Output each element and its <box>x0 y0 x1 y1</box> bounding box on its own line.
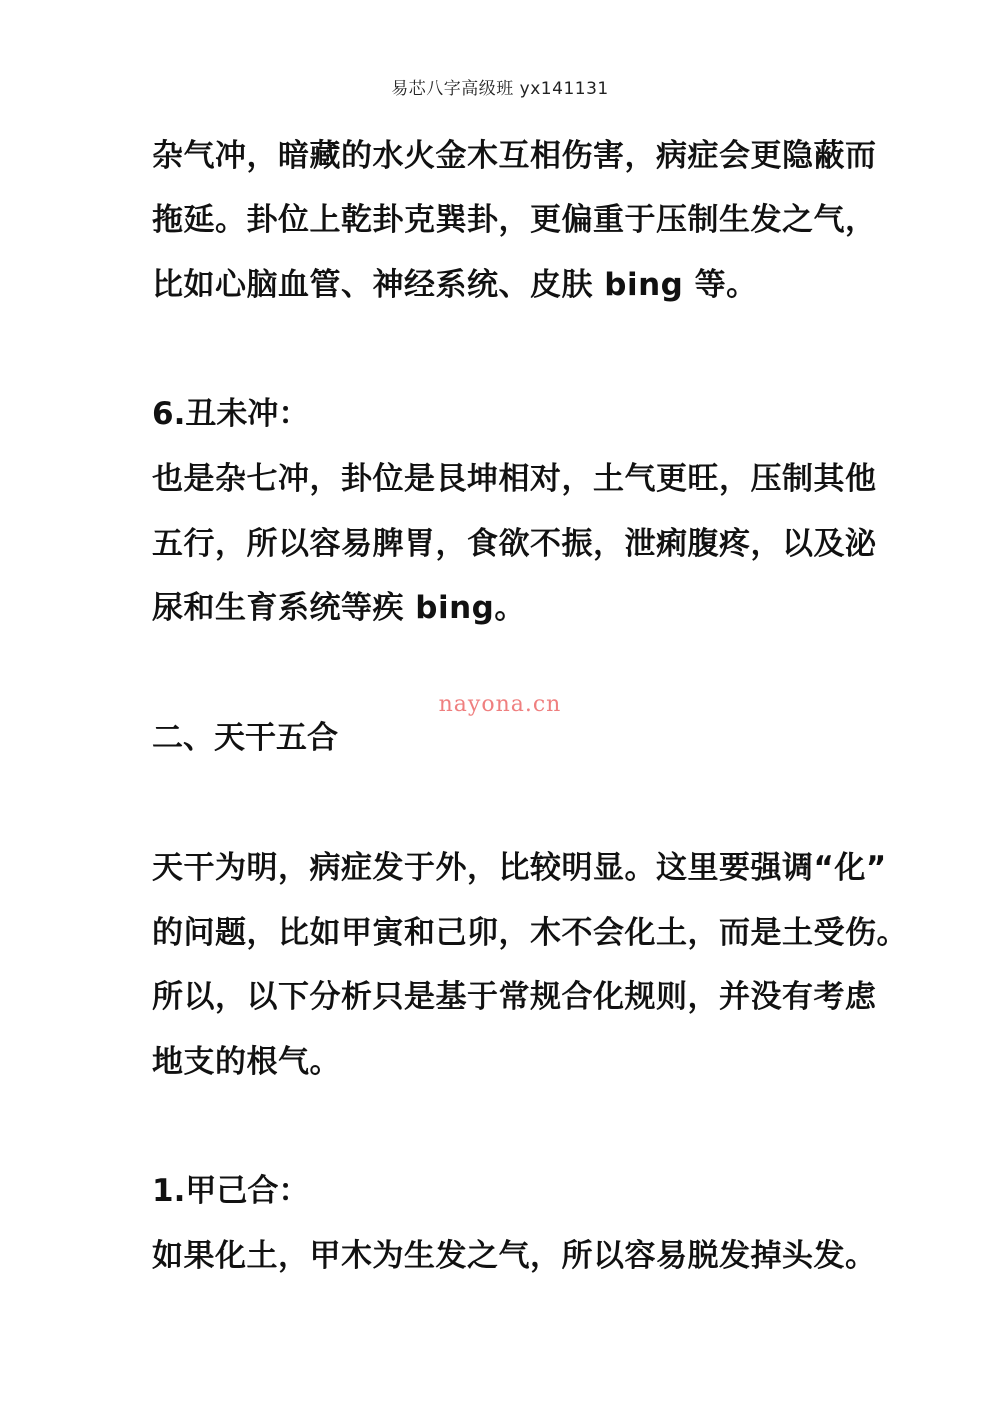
section-heading-6: 6.丑未冲： <box>152 396 310 432</box>
paragraph-line: 五行，所以容易脾胃，食欲不振，泄痢腹疼，以及泌 <box>152 526 877 562</box>
page-header: 易芯八字高级班 yx141131 <box>391 79 609 99</box>
watermark-text: nayona.cn <box>438 692 562 717</box>
paragraph-line: 天干为明，病症发于外，比较明显。这里要强调“化” <box>152 850 887 886</box>
paragraph-line: 地支的根气。 <box>152 1044 341 1080</box>
paragraph-line: 如果化土，甲木为生发之气，所以容易脱发掉头发。 <box>152 1238 877 1274</box>
section-heading-two: 二、天干五合 <box>152 720 338 756</box>
section-heading-1: 1.甲己合： <box>152 1173 310 1209</box>
paragraph-line: 比如心脑血管、神经系统、皮肤 bing 等。 <box>152 267 758 303</box>
paragraph-line: 所以，以下分析只是基于常规合化规则，并没有考虑 <box>152 979 877 1015</box>
paragraph-line: 杂气冲，暗藏的水火金木互相伤害，病症会更隐蔽而 <box>152 138 877 174</box>
paragraph-line: 也是杂七冲，卦位是艮坤相对，土气更旺，压制其他 <box>152 461 877 497</box>
paragraph-line: 拖延。卦位上乾卦克巽卦，更偏重于压制生发之气， <box>152 202 877 238</box>
paragraph-line: 的问题，比如甲寅和己卯，木不会化土，而是土受伤。 <box>152 915 908 951</box>
paragraph-line: 尿和生育系统等疾 bing。 <box>152 590 526 626</box>
